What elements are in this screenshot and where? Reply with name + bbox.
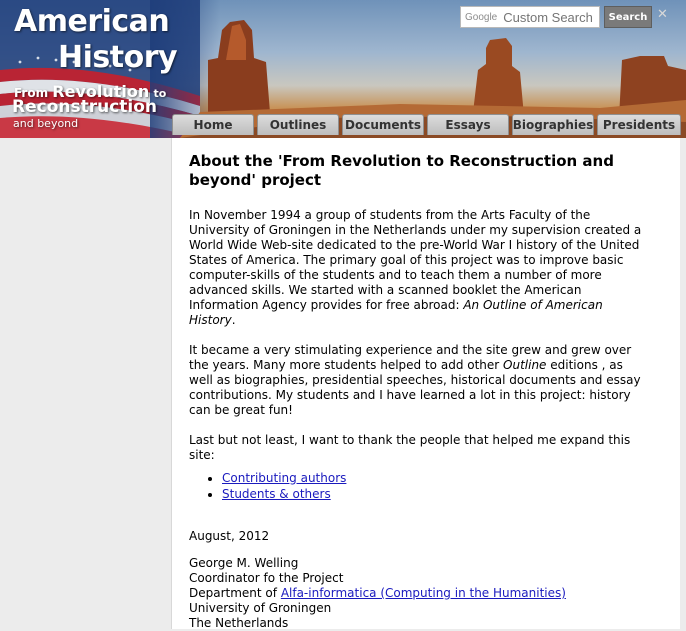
outline-title: An Outline of American History: [189, 298, 603, 327]
tab-presidents[interactable]: Presidents: [597, 114, 681, 135]
intro-paragraph: [189, 208, 649, 328]
growth-text-a: It became a very stimulating experience and the site grew and grew over the years. Many more students helped to add other: [189, 343, 632, 372]
alfa-informatica-link[interactable]: Alfa-informatica (Computing in the Humanities): [280, 586, 566, 600]
signature-department: [189, 586, 649, 601]
department-prefix: Department of: [189, 586, 281, 600]
tab-home[interactable]: Home: [172, 114, 254, 135]
main-nav: [172, 114, 684, 136]
tab-documents[interactable]: Documents: [342, 114, 424, 135]
signature-block: [189, 556, 649, 631]
logo-line1: American: [14, 4, 170, 39]
signature-university: University of Groningen: [189, 601, 332, 615]
intro-text: In November 1994 a group of students from the Arts Faculty of the University of Groningen in the Netherlands under my supervision created a World Wide Web-site dedicated to the pre-World War I history of the United States of America. The primary goal of this project was to improve basic computer-skills of the students and to teach them a number of more advanced skills. We started with a scanned booklet the American Information Agency provides for free abroad:: [189, 208, 642, 312]
signature-name: George M. Welling: [189, 556, 299, 570]
tab-biographies[interactable]: Biographies: [512, 114, 594, 135]
growth-text-b: editions , as well as biographies, presidential speeches, historical documents and essay contributions. My students and I have learned a lot in this project: history can be great fun!: [189, 358, 641, 417]
search-button[interactable]: Search: [604, 6, 652, 28]
right-margin: [680, 138, 686, 629]
logo-revolution: Revolution: [52, 82, 150, 101]
signature-country: The Netherlands: [189, 616, 289, 630]
header-banner: [0, 0, 686, 138]
outline-word: Outline: [503, 358, 547, 372]
signature-role: Coordinator fo the Project: [189, 571, 344, 585]
logo-from: From: [14, 86, 49, 100]
list-item: [222, 486, 649, 502]
list-item: [222, 470, 649, 486]
page-title: About the 'From Revolution to Reconstruction and beyond' project: [189, 152, 614, 189]
search-input[interactable]: [503, 10, 595, 25]
search-box[interactable]: [460, 6, 600, 28]
students-others-link[interactable]: Students & others: [222, 487, 331, 501]
logo-to: to: [153, 87, 167, 100]
main-content: [171, 138, 680, 629]
intro-end: .: [231, 313, 236, 327]
contributing-authors-link[interactable]: Contributing authors: [222, 471, 347, 485]
close-icon[interactable]: ✕: [657, 7, 668, 22]
tab-outlines[interactable]: Outlines: [257, 114, 339, 135]
thanks-list: [189, 470, 649, 502]
logo-beyond: and beyond: [13, 117, 79, 130]
thanks-paragraph: Last but not least, I want to thank the people that helped me expand this site:: [189, 433, 631, 462]
date-text: August, 2012: [189, 529, 270, 543]
tab-essays[interactable]: Essays: [427, 114, 509, 135]
logo-reconstruction: Reconstruction: [12, 97, 158, 117]
logo-line2: History: [58, 40, 178, 75]
google-brand-label: Google: [465, 11, 498, 23]
growth-paragraph: [189, 343, 649, 418]
